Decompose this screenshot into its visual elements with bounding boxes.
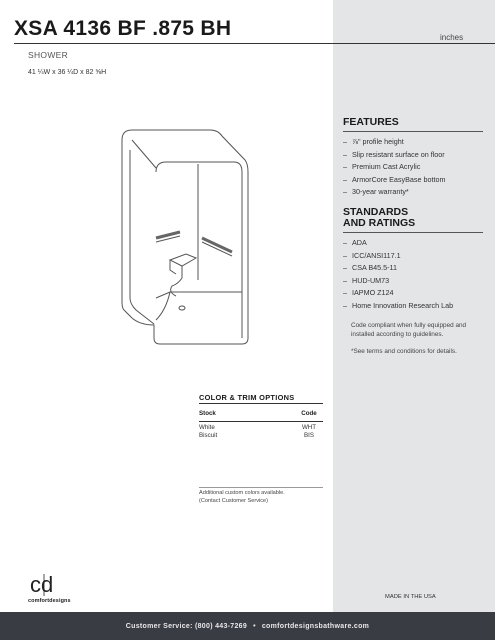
features-divider <box>343 131 483 132</box>
footer-bar <box>0 612 495 640</box>
shower-unit-illustration <box>110 120 250 350</box>
list-item: – IAPMO Z124 <box>343 287 483 300</box>
website-link[interactable]: comfortdesignsbathware.com <box>261 622 370 630</box>
table-row <box>199 432 323 440</box>
units-label: inches <box>440 33 464 42</box>
list-item: – HUD-UM73 <box>343 275 483 288</box>
list-item: – ICC/ANSI117.1 <box>343 250 483 263</box>
standards-section <box>343 207 483 312</box>
custom-colors-line1: Additional custom colors available. <box>199 490 285 496</box>
product-category: SHOWER <box>28 50 69 60</box>
list-item: – ArmorCore EasyBase bottom <box>343 174 483 187</box>
list-item: – Slip resistant surface on floor <box>343 149 483 162</box>
list-item: – Home Innovation Research Lab <box>343 300 483 313</box>
code-cell: WHT <box>301 424 317 431</box>
list-item: – ⅞" profile height <box>343 136 483 149</box>
list-item: – ADA <box>343 237 483 250</box>
list-item: – 30-year warranty* <box>343 186 483 199</box>
made-in-label: MADE IN THE USA <box>385 594 436 600</box>
customer-service-phone: Customer Service: (800) 443-7269 <box>125 622 248 630</box>
standards-divider <box>343 232 483 233</box>
logo-letters: cd <box>30 572 54 597</box>
title-divider <box>14 43 495 44</box>
color-options-divider <box>199 487 323 488</box>
brand-name: comfortdesigns <box>28 598 71 604</box>
code-cell: BIS <box>304 432 314 439</box>
custom-colors-line2: (Contact Customer Service) <box>199 497 269 504</box>
product-title: XSA 4136 BF .875 BH <box>14 17 232 40</box>
product-dimensions: 41 ¼W x 36 ¼D x 82 ⅝H <box>28 69 107 76</box>
column-header-stock: Stock <box>199 410 216 417</box>
footer-separator: • <box>253 622 256 630</box>
table-body <box>199 422 323 440</box>
color-options-heading: COLOR & TRIM OPTIONS <box>199 393 295 402</box>
features-heading: FEATURES <box>343 116 399 128</box>
standards-heading-line2: AND RATINGS <box>343 217 416 229</box>
code-compliance-note: Code compliant when fully equipped and installed according to guidelines. <box>351 322 467 338</box>
comfort-designs-logo <box>28 570 62 598</box>
terms-note: *See terms and conditions for details. <box>351 348 457 355</box>
custom-colors-note <box>199 490 285 505</box>
table-row <box>199 424 323 432</box>
list-item: – CSA B45.5-11 <box>343 262 483 275</box>
features-list <box>343 136 483 199</box>
standards-list <box>343 237 483 312</box>
stock-cell: White <box>199 424 215 431</box>
list-item: – Premium Cast Acrylic <box>343 161 483 174</box>
table-header <box>199 403 323 422</box>
column-header-code: Code <box>301 410 317 417</box>
standards-heading-line1: STANDARDS <box>343 206 409 218</box>
color-options-table <box>199 403 323 440</box>
stock-cell: Biscuit <box>199 432 218 439</box>
features-section <box>343 117 483 199</box>
